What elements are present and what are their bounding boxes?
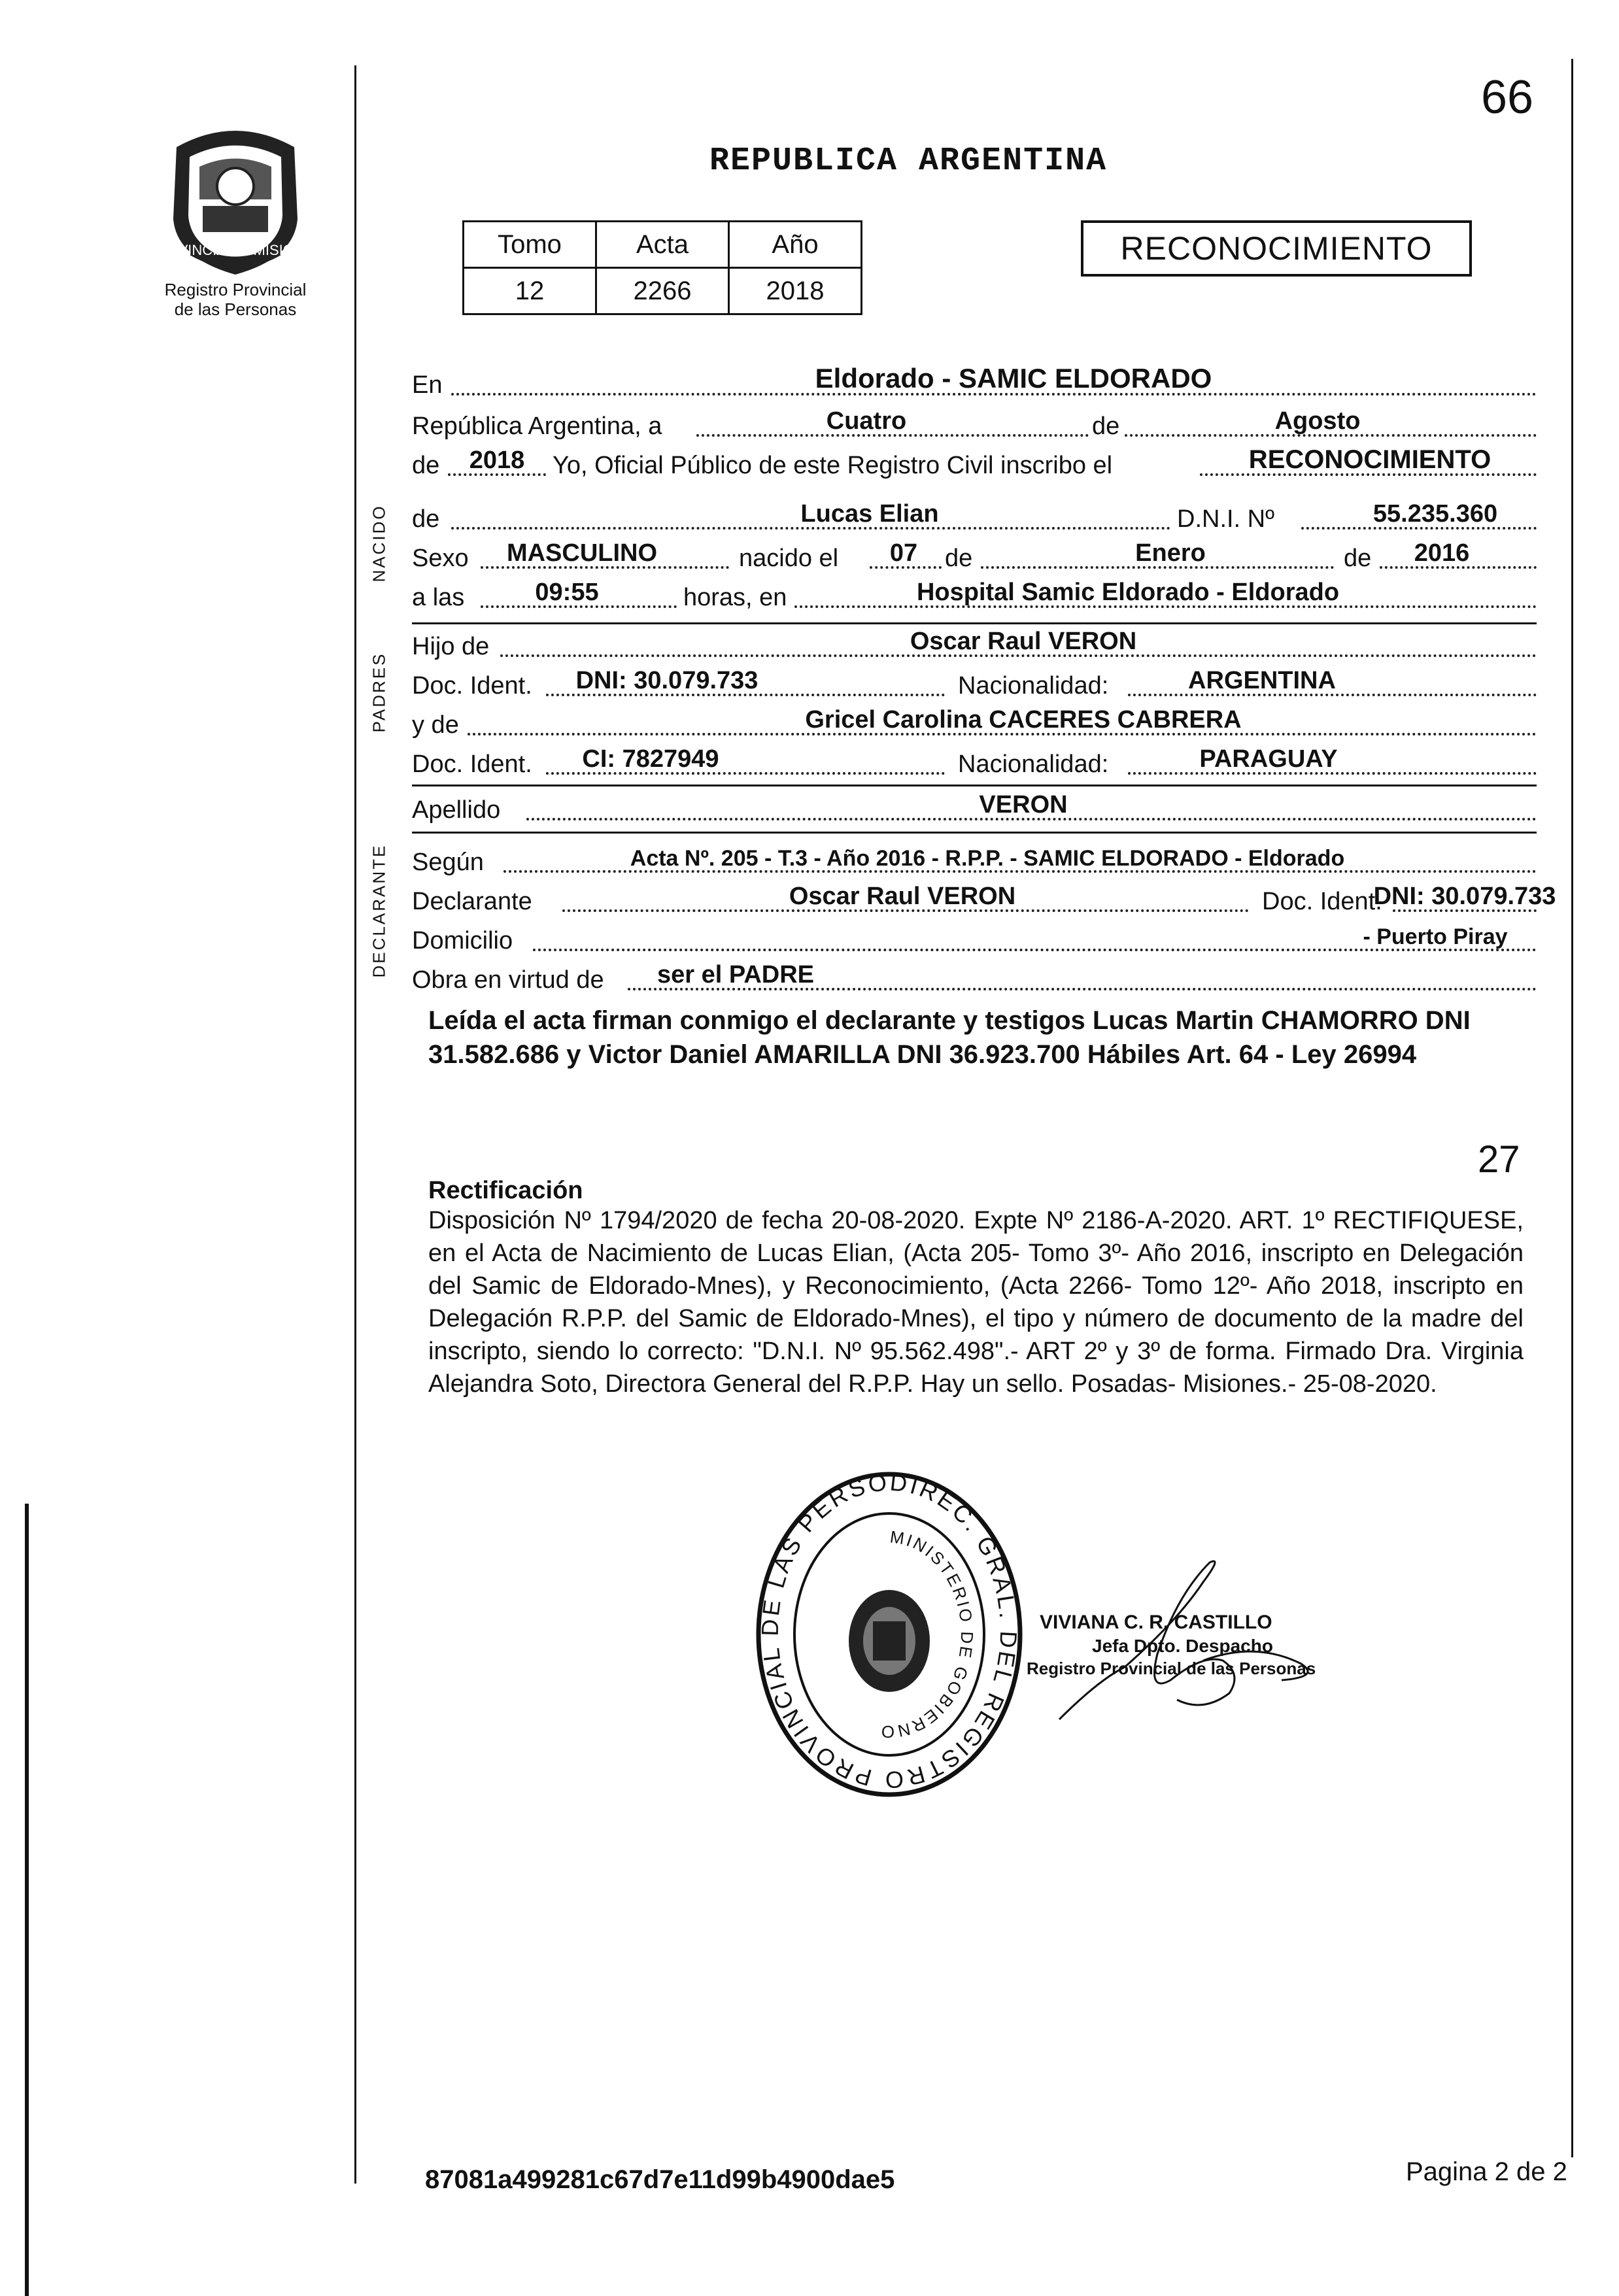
- side-label-nacido: NACIDO: [369, 504, 389, 582]
- seal-caption-line2: de las Personas: [174, 299, 297, 319]
- form-row-nombre: [412, 497, 1537, 537]
- value-anio-nac: 2016: [1414, 539, 1470, 567]
- label-de-mes: de: [945, 545, 973, 572]
- label-en: En: [412, 371, 443, 399]
- form-row-apellido: [412, 788, 1537, 828]
- stamp-outer-text: DIREC. GRAL. DEL REGISTRO PROVINCIAL DE LAS PERSO: [756, 1468, 1023, 1794]
- side-label-padres: PADRES: [369, 652, 389, 733]
- label-doc-ident-3: Doc. Ident.: [1262, 888, 1382, 915]
- section-divider: [412, 832, 1537, 834]
- value-mes: Agosto: [1274, 407, 1361, 435]
- label-nacionalidad: Nacionalidad:: [958, 672, 1109, 700]
- value-hora: 09:55: [535, 579, 599, 606]
- value-declarante: Oscar Raul VERON: [789, 883, 1016, 910]
- label-de-anio: de: [1344, 545, 1372, 572]
- value-madre-doc: CI: 7827949: [582, 745, 719, 773]
- record-type-box: RECONOCIMIENTO: [1081, 220, 1472, 277]
- right-margin-line: [1571, 59, 1573, 2157]
- signature-role: Jefa Dpto. Despacho: [1092, 1636, 1273, 1656]
- label-yo: Yo, Oficial Público de este Registro Civil inscribo el: [553, 452, 1113, 479]
- form-row-padre-doc: [412, 664, 1537, 704]
- page-number: 66: [1481, 71, 1534, 124]
- rectificacion-title: Rectificación: [428, 1177, 583, 1204]
- form-row-acto: [412, 443, 1537, 484]
- signature-block: [1007, 1523, 1373, 1759]
- record-table-value-row: [464, 268, 862, 314]
- document-hash: 87081a499281c67d7e11d99b4900dae5: [425, 2165, 895, 2194]
- form-row-sexo: [412, 536, 1537, 577]
- margin-number: 27: [1478, 1138, 1520, 1181]
- closing-text: Leída el acta firman conmigo el declarante y testigos Lucas Martin CHAMORRO DNI 31.582.686 y Victor Daniel AMARILLA DNI 36.923.700 Hábiles Art. 64 - Ley 26994: [428, 1006, 1471, 1069]
- value-anio: 2018: [469, 447, 525, 474]
- value-declarante-doc: DNI: 30.079.733: [1373, 883, 1556, 910]
- value-dia-nac: 07: [889, 539, 918, 567]
- value-acto: RECONOCIMIENTO: [1248, 445, 1491, 474]
- stamp-inner-text: MINISTERIO DE GOBIERNO: [879, 1527, 978, 1742]
- value-domicilio: - Puerto Piray: [1363, 924, 1508, 949]
- form-row-domicilio: [412, 919, 1537, 959]
- signature-name: VIVIANA C. R. CASTILLO: [1040, 1612, 1272, 1633]
- seal-caption-line1: Registro Provincial: [164, 280, 307, 299]
- value-dia: Cuatro: [826, 407, 907, 435]
- form-row-fecha: [412, 404, 1537, 445]
- label-republica: República Argentina, a: [412, 413, 662, 440]
- value-padre-nac: ARGENTINA: [1188, 667, 1336, 694]
- form-row-padre: [412, 624, 1537, 665]
- value-apellido: VERON: [979, 791, 1068, 819]
- label-nacionalidad-2: Nacionalidad:: [958, 751, 1109, 778]
- label-domicilio: Domicilio: [412, 927, 513, 954]
- label-hijo: Hijo de: [412, 633, 490, 660]
- label-de-2: de: [412, 452, 440, 479]
- record-table-header: Año: [729, 222, 862, 268]
- record-table-header-row: [464, 222, 862, 268]
- label-horas: horas, en: [683, 584, 787, 611]
- label-y-de: y de: [412, 711, 459, 739]
- label-declarante: Declarante: [412, 888, 532, 915]
- label-doc-ident: Doc. Ident.: [412, 672, 532, 700]
- label-a-las: a las: [412, 584, 465, 611]
- signature-office: Registro Provincial de las Personas: [1027, 1659, 1316, 1678]
- value-mes-nac: Enero: [1135, 539, 1206, 567]
- label-de: de: [1092, 413, 1120, 440]
- left-margin-line: [354, 65, 356, 2184]
- value-nombre: Lucas Elian: [800, 500, 939, 528]
- value-dni: 55.235.360: [1372, 500, 1498, 528]
- form-row-hora: [412, 575, 1537, 616]
- form-row-madre-doc: [412, 742, 1537, 783]
- side-label-declarante: DECLARANTE: [369, 843, 389, 978]
- label-sexo: Sexo: [412, 545, 469, 572]
- label-dni: D.N.I. Nº: [1177, 505, 1274, 533]
- record-table-cell: 2018: [729, 268, 862, 314]
- form-row-obra: [412, 958, 1537, 998]
- rectificacion-body: Disposición Nº 1794/2020 de fecha 20-08-2020. Expte Nº 2186-A-2020. ART. 1º RECTIFIQUESE, en el Acta de Nacimiento de Lucas Elian, (Acta 205- Tomo 3º- Año 2016, inscripto en Delegación del Samic de Eldorado-Mnes), y Reconocimiento, (Acta 2266- Tomo 12º- Año 2018, inscripto en Delegación R.P.P. del Samic de Eldorado-Mnes), el tipo y número de documento de la madre del inscripto, siendo lo correcto: "D.N.I. Nº 95.562.498".- ART 2º y 3º de forma. Firmado Dra. Virginia Alejandra Soto, Directora General del R.P.P. Hay un sello. Posadas- Misiones.- 25-08-2020.: [428, 1207, 1524, 1398]
- label-obra: Obra en virtud de: [412, 966, 604, 994]
- value-madre-nac: PARAGUAY: [1199, 745, 1338, 773]
- label-apellido: Apellido: [412, 796, 501, 824]
- label-segun: Según: [412, 849, 484, 876]
- page-title: REPUBLICA ARGENTINA: [709, 143, 1108, 180]
- page-indicator: Pagina 2 de 2: [1406, 2157, 1567, 2186]
- value-padre-doc: DNI: 30.079.733: [575, 667, 758, 694]
- record-table-header: Acta: [596, 222, 729, 268]
- value-padre: Oscar Raul VERON: [910, 628, 1137, 655]
- record-table-header: Tomo: [464, 222, 596, 268]
- official-stamp: [745, 1464, 1033, 1804]
- record-table: [462, 220, 862, 315]
- record-table-cell: 2266: [596, 268, 729, 314]
- value-obra: ser el PADRE: [656, 961, 815, 988]
- form-row-en: [412, 363, 1537, 403]
- value-segun: Acta Nº. 205 - T.3 - Año 2016 - R.P.P. - SAMIC ELDORADO - Eldorado: [630, 846, 1345, 871]
- logo-motto: PROVINCIA DE MISIONES: [146, 242, 324, 258]
- value-lugar: Eldorado - SAMIC ELDORADO: [815, 363, 1212, 394]
- label-de-name: de: [412, 505, 440, 533]
- label-doc-ident-2: Doc. Ident.: [412, 751, 532, 778]
- value-madre: Gricel Carolina CACERES CABRERA: [805, 706, 1242, 734]
- record-table-cell: 12: [464, 268, 596, 314]
- form-row-segun: [412, 840, 1537, 881]
- province-seal-logo: [146, 121, 324, 278]
- section-divider: [412, 785, 1537, 786]
- form-row-declarante: [412, 879, 1556, 920]
- seal-caption: [124, 280, 347, 319]
- form-row-madre: [412, 703, 1537, 743]
- label-nacido: nacido el: [739, 545, 839, 572]
- scan-edge-bar: [25, 1504, 29, 2296]
- value-sexo: MASCULINO: [506, 539, 658, 567]
- value-lugar-nac: Hospital Samic Eldorado - Eldorado: [916, 579, 1340, 606]
